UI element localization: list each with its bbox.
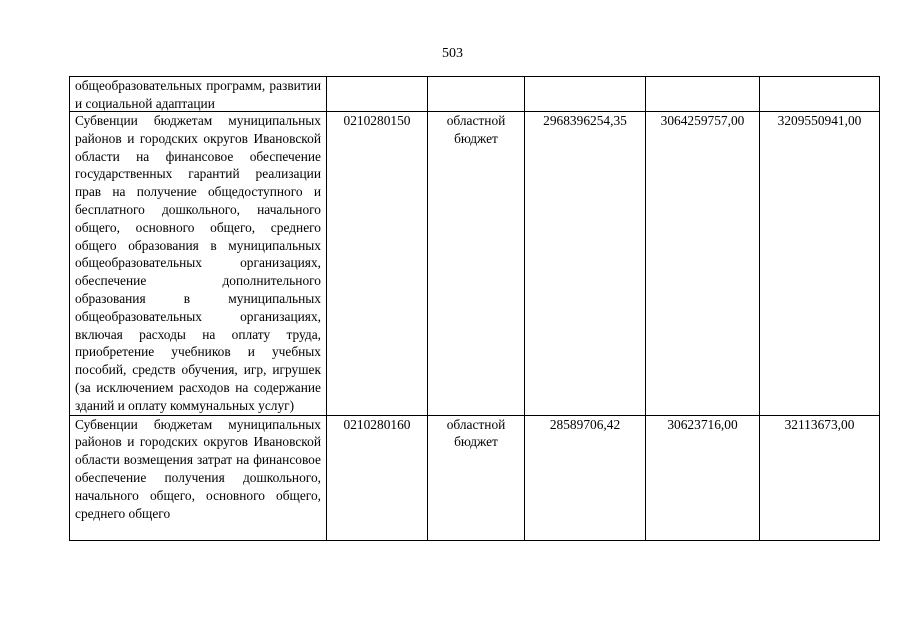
row-description-cell bbox=[70, 77, 327, 112]
row-source: областной бюджет bbox=[428, 112, 525, 416]
row-value-3 bbox=[760, 77, 880, 112]
row-description: Субвенции бюджетам муниципальных районов и городских округов Ивановской области возмещения затрат на финансовое обеспечение получения дошкольного, начального общего, основного общего, среднего общего bbox=[75, 416, 321, 521]
row-source: областной бюджет bbox=[428, 415, 525, 540]
row-value-2 bbox=[646, 77, 760, 112]
row-value-1: 2968396254,35 bbox=[525, 112, 646, 416]
table-row bbox=[70, 112, 880, 416]
row-code bbox=[327, 77, 428, 112]
row-description-cell bbox=[70, 415, 327, 540]
row-code: 0210280160 bbox=[327, 415, 428, 540]
row-value-3: 3209550941,00 bbox=[760, 112, 880, 416]
row-value-1: 28589706,42 bbox=[525, 415, 646, 540]
row-value-2: 3064259757,00 bbox=[646, 112, 760, 416]
row-value-3: 32113673,00 bbox=[760, 415, 880, 540]
table-row bbox=[70, 77, 880, 112]
row-source bbox=[428, 77, 525, 112]
row-code: 0210280150 bbox=[327, 112, 428, 416]
page-number: 503 bbox=[442, 46, 463, 61]
row-description: Субвенции бюджетам муниципальных районов и городских округов Ивановской области на финансовое обеспечение государственных гарантий реализации прав на получение общедоступного и бесплатного дошкольного, начального общего, основного общего, среднего общего образования в муниципальных общеобразовательных организациях, обеспечение дополнительного образования в муниципальных общеобразовательных организациях, включая расходы на оплату труда, приобретение учебников и учебных пособий, средств обучения, игр, игрушек (за исключением расходов на содержание зданий и оплату коммунальных услуг) bbox=[70, 112, 327, 416]
row-value-2: 30623716,00 bbox=[646, 415, 760, 540]
budget-table bbox=[69, 76, 880, 541]
row-value-1 bbox=[525, 77, 646, 112]
row-description: общеобразовательных программ, развитии и социальной адаптации bbox=[75, 78, 321, 111]
table-row bbox=[70, 415, 880, 540]
